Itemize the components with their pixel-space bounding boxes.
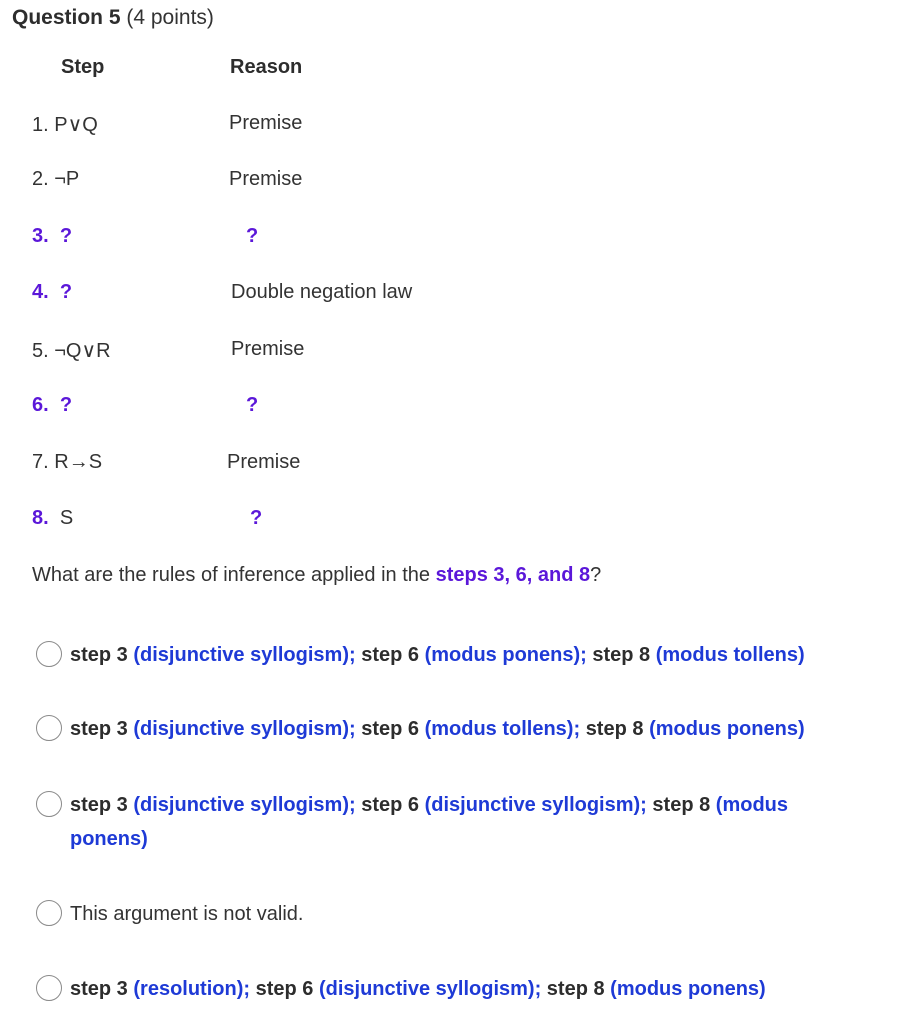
step-expression-unknown: ? xyxy=(59,281,73,303)
option-label[interactable]: step 3 (resolution); step 6 (disjunctive syllogism); step 8 (modus ponens) xyxy=(70,978,766,1000)
step-column-header: Step xyxy=(61,56,105,78)
answer-option-3[interactable] xyxy=(36,788,826,856)
radio-button[interactable] xyxy=(36,715,62,741)
prompt-text: What are the rules of inference applied in the xyxy=(32,564,436,586)
reason-row-8-unknown: ? xyxy=(250,507,263,529)
prompt-end: ? xyxy=(590,564,602,586)
reason-row-6-unknown: ? xyxy=(246,394,259,416)
step-number: 8. xyxy=(32,507,49,529)
step-row-4 xyxy=(32,281,72,304)
reason-column-header: Reason xyxy=(230,56,303,78)
question-title xyxy=(12,6,214,30)
option-label[interactable]: This argument is not valid. xyxy=(70,903,304,925)
step-number: 5. xyxy=(32,340,49,362)
reason-row-7: Premise xyxy=(227,451,301,473)
answer-option-4[interactable] xyxy=(36,897,896,931)
step-row-2 xyxy=(32,168,79,191)
step-number: 7. xyxy=(32,451,49,473)
reason-row-3-unknown: ? xyxy=(246,225,259,247)
step-row-6 xyxy=(32,394,72,417)
step-number: 6. xyxy=(32,394,49,416)
step-expression-unknown: ? xyxy=(59,225,73,247)
option-label[interactable]: step 3 (disjunctive syllogism); step 6 (disjunctive syllogism); step 8 (modus ponens) xyxy=(70,794,788,850)
reason-row-1: Premise xyxy=(229,112,303,134)
step-expression: ¬Q∨R xyxy=(54,340,111,362)
step-number: 1. xyxy=(32,114,49,136)
step-expression: P∨Q xyxy=(54,114,98,136)
step-row-5 xyxy=(32,338,111,363)
step-expression: S xyxy=(59,507,74,529)
radio-button[interactable] xyxy=(36,791,62,817)
reason-row-2: Premise xyxy=(229,168,303,190)
reason-row-4: Double negation law xyxy=(231,281,413,303)
step-row-1 xyxy=(32,112,98,137)
radio-button[interactable] xyxy=(36,900,62,926)
radio-button[interactable] xyxy=(36,975,62,1001)
step-number: 3. xyxy=(32,225,49,247)
prompt-highlight: steps 3, 6, and 8 xyxy=(435,564,591,586)
option-label[interactable]: step 3 (disjunctive syllogism); step 6 (modus ponens); step 8 (modus tollens) xyxy=(70,644,805,666)
question-prompt xyxy=(32,564,601,587)
question-number: Question 5 xyxy=(12,6,121,29)
option-label[interactable]: step 3 (disjunctive syllogism); step 6 (modus tollens); step 8 (modus ponens) xyxy=(70,718,805,740)
question-points: (4 points) xyxy=(120,6,214,29)
step-number: 4. xyxy=(32,281,49,303)
answer-option-1[interactable] xyxy=(36,638,896,672)
step-row-8 xyxy=(32,507,73,530)
reason-row-5: Premise xyxy=(231,338,305,360)
step-number: 2. xyxy=(32,168,49,190)
answer-option-2[interactable] xyxy=(36,712,896,746)
step-row-3 xyxy=(32,225,72,248)
step-row-7 xyxy=(32,451,102,474)
step-expression: ¬P xyxy=(54,168,80,190)
answer-option-5[interactable] xyxy=(36,972,896,1006)
step-expression: R→S xyxy=(54,451,103,473)
radio-button[interactable] xyxy=(36,641,62,667)
step-expression-unknown: ? xyxy=(59,394,73,416)
